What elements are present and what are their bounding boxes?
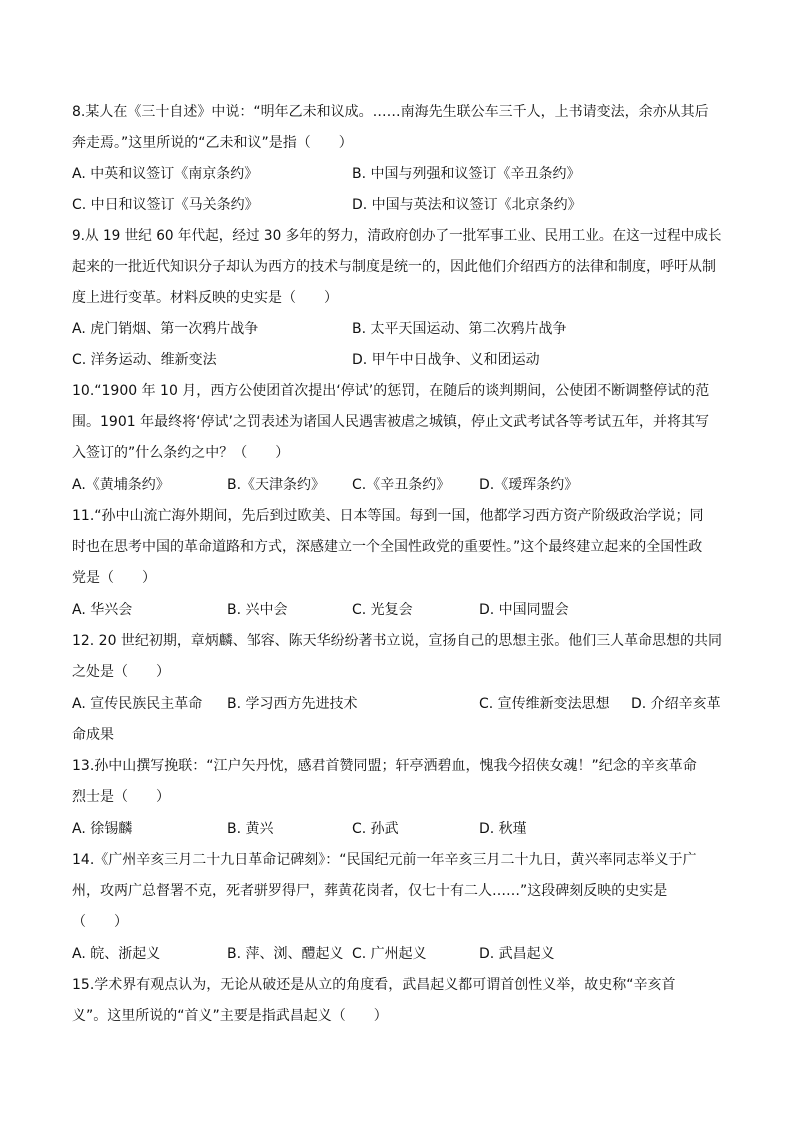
question-9-option-b: B. 太平天国运动、第二次鸦片战争 <box>352 321 567 337</box>
question-10-option-d: D.《瑷珲条约》 <box>479 477 579 493</box>
question-14-stem-line-1: 14.《广州辛亥三月二十九日革命记碑刻》：“民国纪元前一年辛亥三月二十九日，黄兴率同志举义于广 <box>72 852 697 868</box>
question-14-option-b: B. 萍、浏、醴起义 <box>227 946 344 962</box>
question-12-option-d-continuation: 命成果 <box>72 727 114 743</box>
question-10-option-b: B.《天津条约》 <box>227 477 326 493</box>
question-10-option-a: A.《黄埔条约》 <box>72 477 170 493</box>
question-10-stem-line-1: 10.“1900 年 10 月，西方公使团首次提出‘停试’的惩罚，在随后的谈判期间，公使团不断调整停试的范 <box>72 383 710 399</box>
question-12-option-a: A. 宣传民族民主革命 <box>72 696 203 712</box>
question-14-option-c: C. 广州起义 <box>352 946 427 962</box>
question-15-stem-line-1: 15.学术界有观点认为，无论从破还是从立的角度看，武昌起义都可谓首创性义举，故史称“辛亥首 <box>72 977 676 993</box>
question-12-stem-line-1: 12. 20 世纪初期，章炳麟、邹容、陈天华纷纷著书立说，宣扬自己的思想主张。他们三人革命思想的共同 <box>72 633 723 649</box>
question-10-option-c: C.《辛丑条约》 <box>352 477 451 493</box>
question-11-stem-line-1: 11.“孙中山流亡海外期间，先后到过欧美、日本等国。每到一国，他都学习西方资产阶级政治学说；同 <box>72 508 704 524</box>
question-14-stem-line-2: 州，攻两广总督署不克，死者骈罗得尸，葬黄花岗者，仅七十有二人……”这段碑刻反映的史实是 <box>72 883 668 899</box>
question-11-stem-line-3: 党是（ ） <box>72 570 156 586</box>
question-9-stem-line-3: 度上进行变革。材料反映的史实是（ ） <box>72 290 338 306</box>
question-14-option-a: A. 皖、浙起义 <box>72 946 161 962</box>
question-8-option-d: D. 中国与英法和议签订《北京条约》 <box>352 197 582 213</box>
question-11-option-d: D. 中国同盟会 <box>479 602 569 618</box>
question-13-option-c: C. 孙武 <box>352 821 399 837</box>
question-15-stem-line-2: 义”。这里所说的“首义”主要是指武昌起义（ ） <box>72 1008 388 1024</box>
question-12-option-b: B. 学习西方先进技术 <box>227 696 358 712</box>
question-11-option-c: C. 光复会 <box>352 602 413 618</box>
question-8-option-a: A. 中英和议签订《南京条约》 <box>72 166 259 182</box>
question-13-option-b: B. 黄兴 <box>227 821 274 837</box>
question-9-stem-line-1: 9.从 19 世纪 60 年代起，经过 30 多年的努力，清政府创办了一批军事工业、民用工业。在这一过程中成长 <box>72 228 722 244</box>
question-14-option-d: D. 武昌起义 <box>479 946 555 962</box>
question-10-stem-line-3: 入签订的”什么条约之中？（ ） <box>72 445 290 461</box>
question-11-option-a: A. 华兴会 <box>72 602 133 618</box>
question-11-stem-line-2: 时也在思考中国的革命道路和方式，深感建立一个全国性政党的重要性。”这个最终建立起来的全国性政 <box>72 539 703 555</box>
question-10-stem-line-2: 围。1901 年最终将‘停试’之罚表述为诸国人民遇害被虐之城镇，停止文武考试各等考试五年，并将其写 <box>72 414 709 430</box>
question-9-option-a: A. 虎门销烟、第一次鸦片战争 <box>72 321 259 337</box>
question-12-option-d: D. 介绍辛亥革 <box>631 696 721 712</box>
question-8-stem-line-1: 8.某人在《三十自述》中说：“明年乙未和议成。……南海先生联公车三千人，上书请变法，余亦从其后 <box>72 104 709 120</box>
question-13-stem-line-1: 13.孙中山撰写挽联：“江户矢丹忱，感君首赞同盟；轩亭洒碧血，愧我今招侠女魂！”纪念的辛亥革命 <box>72 758 697 774</box>
question-12-option-c: C. 宣传维新变法思想 <box>479 696 610 712</box>
question-9-option-c: C. 洋务运动、维新变法 <box>72 352 217 368</box>
question-9-stem-line-2: 起来的一批近代知识分子却认为西方的技术与制度是统一的，因此他们介绍西方的法律和制度，呼吁从制 <box>72 259 716 275</box>
question-8-option-c: C. 中日和议签订《马关条约》 <box>72 197 259 213</box>
question-8-stem-line-2: 奔走焉。”这里所说的“乙未和议”是指（ ） <box>72 135 353 151</box>
question-8-option-b: B. 中国与列强和议签订《辛丑条约》 <box>352 166 581 182</box>
question-13-option-a: A. 徐锡麟 <box>72 821 133 837</box>
question-13-option-d: D. 秋瑾 <box>479 821 527 837</box>
question-11-option-b: B. 兴中会 <box>227 602 288 618</box>
question-12-stem-line-2: 之处是（ ） <box>72 664 170 680</box>
question-13-stem-line-2: 烈士是（ ） <box>72 789 170 805</box>
question-14-stem-line-3: （ ） <box>72 914 128 930</box>
question-9-option-d: D. 甲午中日战争、义和团运动 <box>352 352 540 368</box>
